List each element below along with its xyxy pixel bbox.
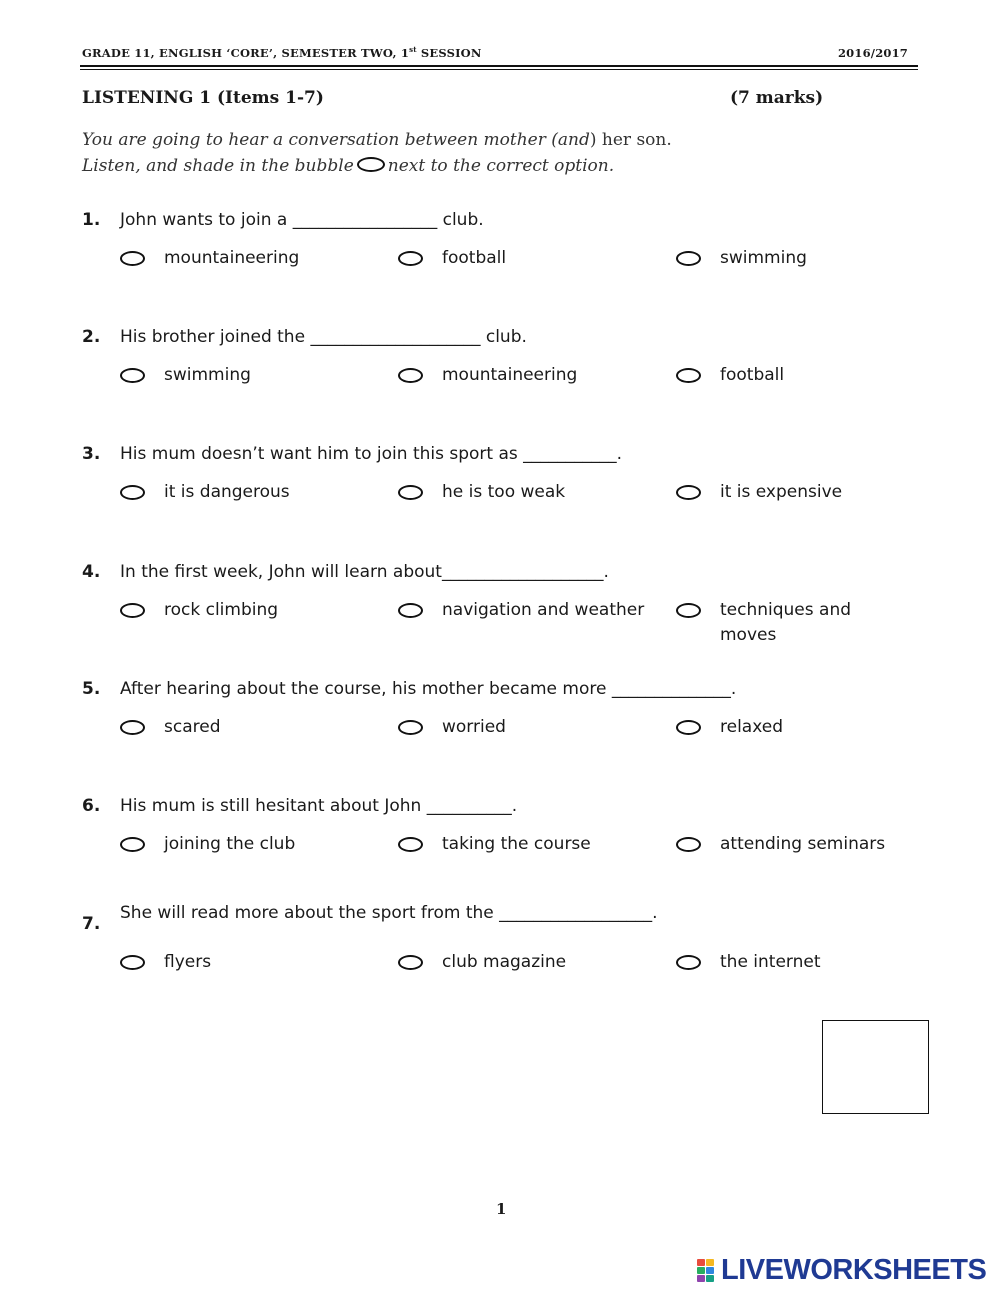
answer-bubble[interactable]: [120, 955, 145, 970]
question-1: [82, 210, 942, 340]
question-7: [82, 903, 942, 1033]
answer-bubble[interactable]: [120, 603, 145, 618]
header-course-info: GRADE 11, ENGLISH ‘CORE’, SEMESTER TWO, 1st SESSION: [82, 45, 482, 60]
answer-bubble[interactable]: [398, 368, 423, 383]
question-number: 5.: [82, 679, 101, 699]
answer-bubble[interactable]: [398, 955, 423, 970]
logo-text: LIVEWORKSHEETS: [721, 1254, 987, 1286]
score-box: [822, 1020, 929, 1114]
question-number: 2.: [82, 327, 101, 347]
option-label: it is expensive: [720, 482, 843, 502]
option-label: joining the club: [164, 834, 296, 854]
option-label: mountaineering: [442, 365, 578, 385]
option-label: it is dangerous: [164, 482, 290, 502]
question-4: [82, 562, 942, 692]
option-label: swimming: [164, 365, 251, 385]
header-divider: [80, 65, 918, 67]
header-year: 2016/2017: [837, 46, 908, 60]
option-label: taking the course: [442, 834, 591, 854]
answer-bubble[interactable]: [676, 955, 701, 970]
option-label: flyers: [164, 952, 212, 972]
answer-bubble[interactable]: [676, 251, 701, 266]
page-number: 1: [496, 1200, 507, 1218]
question-text: In the first week, John will learn about___________________.: [120, 562, 609, 582]
answer-bubble[interactable]: [676, 485, 701, 500]
instructions-line-2: Listen, and shade in the bubble next to the correct option.: [82, 156, 615, 176]
question-5: [82, 679, 942, 809]
question-text: His mum is still hesitant about John __________.: [120, 796, 518, 816]
option-label: he is too weak: [442, 482, 566, 502]
question-text: John wants to join a _________________ club.: [120, 210, 484, 230]
option-label: mountaineering: [164, 248, 300, 268]
question-number: 6.: [82, 796, 101, 816]
question-text: His brother joined the ____________________ club.: [120, 327, 527, 347]
option-label: relaxed: [720, 717, 784, 737]
header-divider-thin: [80, 69, 918, 70]
question-number: 1.: [82, 210, 101, 230]
answer-bubble[interactable]: [676, 720, 701, 735]
answer-bubble[interactable]: [398, 603, 423, 618]
answer-bubble[interactable]: [398, 251, 423, 266]
option-label: swimming: [720, 248, 807, 268]
answer-bubble[interactable]: [120, 368, 145, 383]
option-label: navigation and weather: [442, 600, 645, 620]
option-label: attending seminars: [720, 834, 886, 854]
question-text: She will read more about the sport from the __________________.: [120, 903, 658, 923]
question-3: [82, 444, 942, 574]
question-2: [82, 327, 942, 457]
option-label: football: [720, 365, 785, 385]
option-label: the internet: [720, 952, 821, 972]
answer-bubble[interactable]: [676, 603, 701, 618]
instructions-line-1: You are going to hear a conversation between mother (and) her son.: [82, 130, 672, 150]
bubble-example-icon: [357, 157, 385, 172]
answer-bubble[interactable]: [398, 837, 423, 852]
question-number: 7.: [82, 914, 101, 934]
option-label: scared: [164, 717, 221, 737]
question-number: 3.: [82, 444, 101, 464]
answer-bubble[interactable]: [676, 837, 701, 852]
logo-cubes-icon: [697, 1259, 717, 1283]
option-label: worried: [442, 717, 506, 737]
section-title: LISTENING 1 (Items 1-7): [82, 88, 324, 108]
answer-bubble[interactable]: [676, 368, 701, 383]
answer-bubble[interactable]: [398, 485, 423, 500]
question-text: His mum doesn’t want him to join this sport as ___________.: [120, 444, 623, 464]
answer-bubble[interactable]: [398, 720, 423, 735]
option-label: rock climbing: [164, 600, 279, 620]
answer-bubble[interactable]: [120, 485, 145, 500]
option-label: techniques and moves: [720, 600, 852, 645]
section-marks: (7 marks): [730, 88, 824, 108]
answer-bubble[interactable]: [120, 720, 145, 735]
answer-bubble[interactable]: [120, 837, 145, 852]
question-number: 4.: [82, 562, 101, 582]
answer-bubble[interactable]: [120, 251, 145, 266]
question-text: After hearing about the course, his mother became more ______________.: [120, 679, 737, 699]
option-label: football: [442, 248, 507, 268]
option-label: club magazine: [442, 952, 567, 972]
